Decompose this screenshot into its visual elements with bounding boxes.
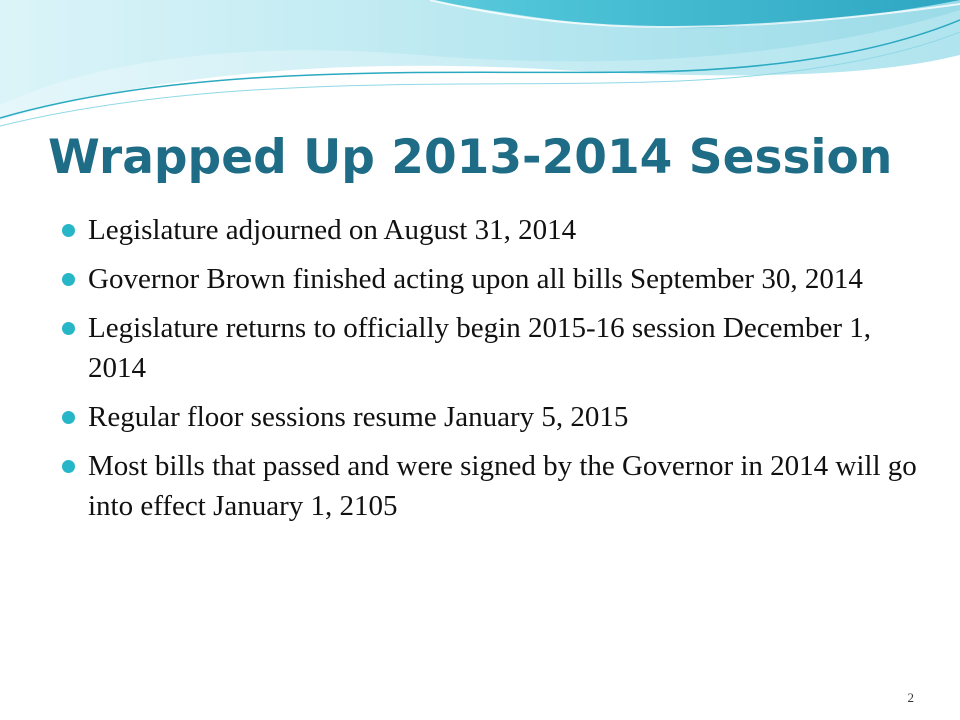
list-item-text: Legislature returns to officially begin 2015-16 session December 1, 2014 <box>88 312 872 384</box>
bullet-icon <box>62 322 75 335</box>
page-number: 2 <box>907 690 914 705</box>
bullet-icon <box>62 411 75 424</box>
list-item <box>62 446 922 526</box>
bullet-icon <box>62 460 75 473</box>
list-item <box>62 397 922 437</box>
list-item-text: Governor Brown finished acting upon all bills September 30, 2014 <box>88 263 863 295</box>
list-item <box>62 259 922 299</box>
list-item-text: Most bills that passed and were signed by the Governor in 2014 will go into effect January 1, 2105 <box>88 450 917 522</box>
list-item-text: Legislature adjourned on August 31, 2014 <box>88 214 577 246</box>
decorative-wave-header <box>0 0 960 130</box>
bullet-list <box>62 210 922 535</box>
slide-title: Wrapped Up 2013-2014 Session <box>48 130 893 185</box>
list-item-text: Regular floor sessions resume January 5, 2015 <box>88 401 629 433</box>
list-item <box>62 308 922 388</box>
bullet-icon <box>62 224 75 237</box>
bullet-icon <box>62 273 75 286</box>
list-item <box>62 210 922 250</box>
